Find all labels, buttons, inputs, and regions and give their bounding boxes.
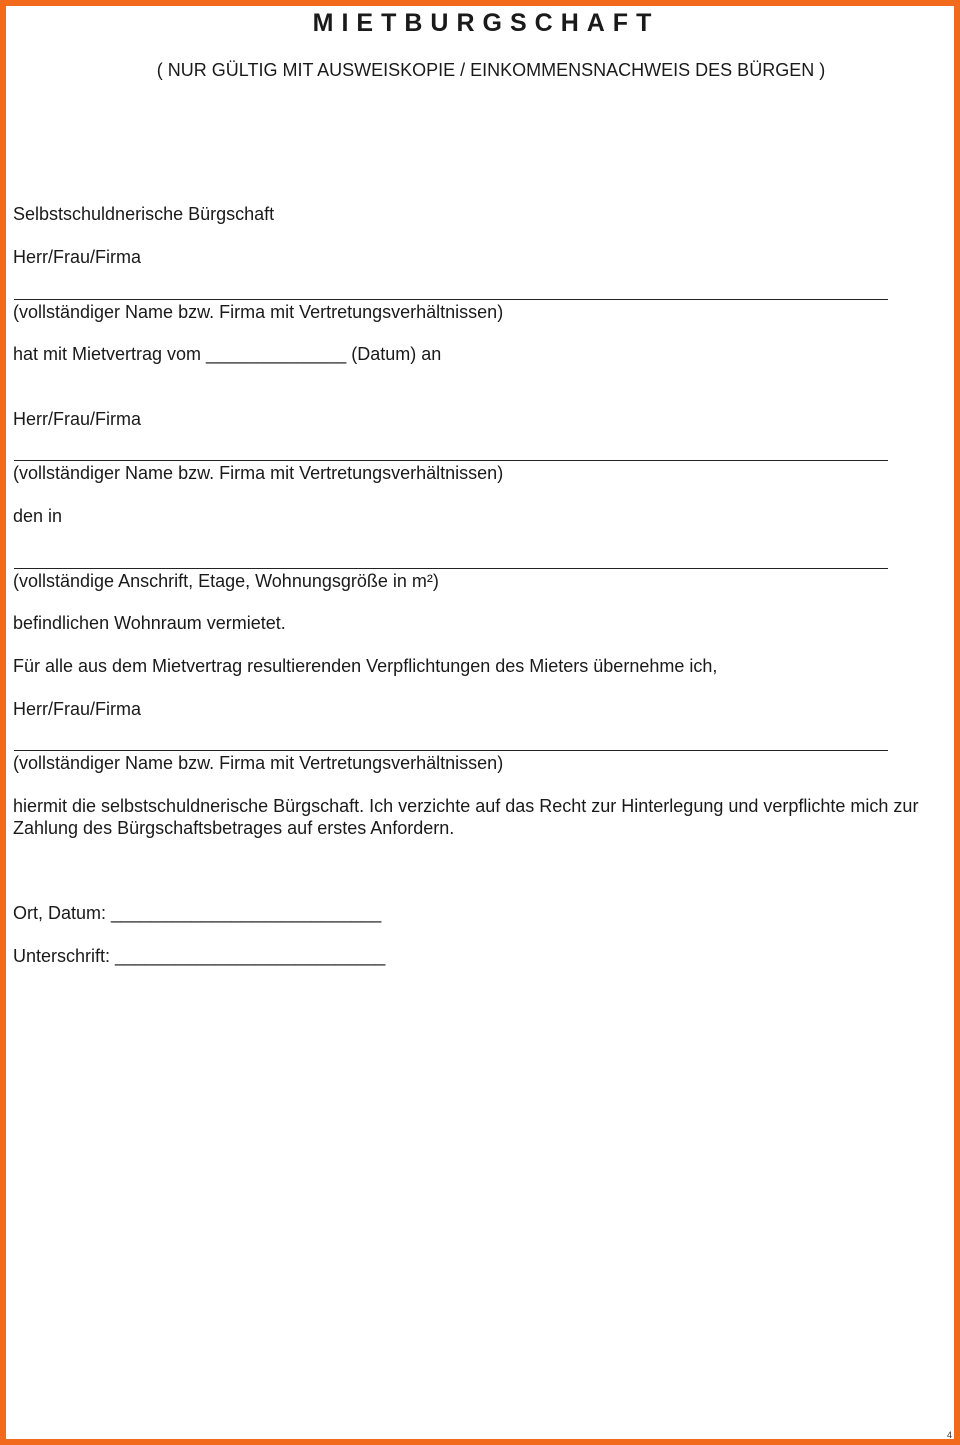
document-subtitle: ( NUR GÜLTIG MIT AUSWEISKOPIE / EINKOMMENSNACHWEIS DES BÜRGEN ) bbox=[156, 60, 826, 80]
party3-hint: (vollständiger Name bzw. Firma mit Vertretungsverhältnissen) bbox=[13, 753, 504, 773]
closing-paragraph: hiermit die selbstschuldnerische Bürgschaft. Ich verzichte auf das Recht zur Hinterlegung und verpflichte mich zur Zahlung des Bürgschaftsbetrages auf erstes Anfordern. bbox=[13, 796, 919, 838]
party2-label: Herr/Frau/Firma bbox=[13, 409, 142, 429]
signature-field: Unterschrift: ___________________________ bbox=[13, 946, 386, 966]
address-line bbox=[14, 568, 888, 569]
party1-label: Herr/Frau/Firma bbox=[13, 247, 142, 267]
party1-name-line bbox=[14, 299, 888, 300]
section-heading: Selbstschuldnerische Bürgschaft bbox=[13, 204, 275, 224]
document-title: MIETBURGSCHAFT bbox=[312, 9, 660, 37]
den-in-text: den in bbox=[13, 506, 63, 526]
place-date-field: Ort, Datum: ___________________________ bbox=[13, 903, 382, 923]
page-number: 4 bbox=[946, 1430, 952, 1440]
party3-label: Herr/Frau/Firma bbox=[13, 699, 142, 719]
party1-hint: (vollständiger Name bzw. Firma mit Vertretungsverhältnissen) bbox=[13, 302, 504, 322]
party2-name-line bbox=[14, 460, 888, 461]
party3-name-line bbox=[14, 750, 888, 751]
party2-hint: (vollständiger Name bzw. Firma mit Vertretungsverhältnissen) bbox=[13, 463, 504, 483]
contract-date-line: hat mit Mietvertrag vom ______________ (Datum) an bbox=[13, 344, 442, 364]
obligations-text: Für alle aus dem Mietvertrag resultierenden Verpflichtungen des Mieters übernehme ich, bbox=[13, 656, 718, 676]
rented-text: befindlichen Wohnraum vermietet. bbox=[13, 613, 286, 633]
address-hint: (vollständige Anschrift, Etage, Wohnungsgröße in m²) bbox=[13, 571, 439, 591]
